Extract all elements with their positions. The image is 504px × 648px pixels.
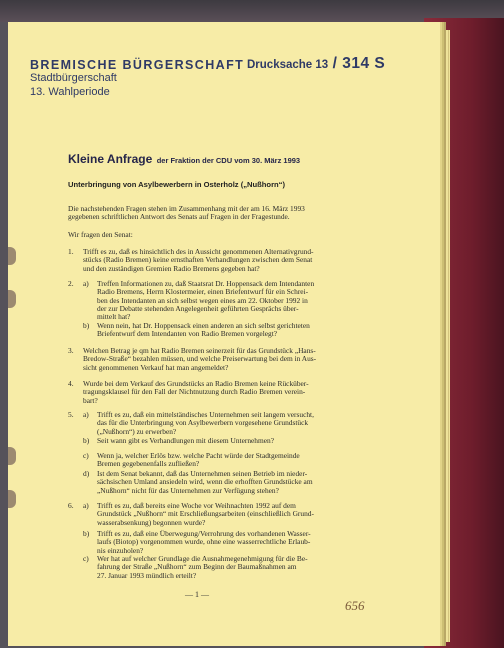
question-line: sicht genommenen Verkauf hat man angemeldet? [83,362,229,372]
question-number: 4. [68,379,74,388]
question-line: wasserabsenkung) begonnen wurde? [97,517,206,527]
question-line: mittelt hat? [97,312,131,322]
binder-ring-icon [8,247,16,265]
question-line: und den zuständigen Gremien Radio Bremens gegeben hat? [83,263,260,273]
question-line: Wenn ja, welcher Erlös bzw. welche Pacht würde der Stadtgemeinde [97,451,300,460]
drucksache-label: Drucksache 13 [247,59,329,71]
binder-ring-icon [8,447,16,465]
question-line: Wer hat auf welcher Grundlage die Ausnahmegenehmigung für die Be- [97,554,308,563]
question-sub-letter: d) [83,469,90,478]
question-line: Trifft es zu, daß eine Überwegung/Verrohrung des vorhandenen Wasser- [97,529,311,538]
question-line: Trifft es zu, daß bereits eine Woche vor Weihnachten 1992 auf dem [97,501,296,510]
question-line: Welchen Betrag je qm hat Radio Bremen seinerzeit für das Grundstück „Hans- [83,346,316,355]
question-line: 27. Januar 1993 mündlich erteilt? [97,570,197,580]
question-line: Trifft es zu, daß es hinsichtlich des in Aussicht genommenen Alternativgrund- [83,247,314,256]
question-line: Wurde bei dem Verkauf des Grundstücks an Radio Bremen keine Rücküber- [83,379,309,388]
question-text [97,452,393,469]
title-main: Kleine Anfrage [68,152,153,166]
question-sub-letter: b) [83,436,90,445]
question-line: Grundstück „Nußhorn“ mit Erschließungsarbeiten (einschließlich Grund- [97,509,314,519]
drucksache-value: / 314 S [332,55,386,72]
page-stack-edge [440,30,450,642]
question-line: Radio Bremens, Herrn Klostermeier, einen Briefentwurf für ein Schrei- [97,287,309,297]
question-line: der zur Debatte stehenden Angelegenheit geführten Gesprächs über- [97,303,299,313]
binder-ring-icon [8,290,16,308]
question-text [97,470,393,495]
question-line: tragungsklausel für den Fall der Nichtnutzung durch Radio Bremen verein- [83,387,306,397]
org-name: BREMISCHE BÜRGERSCHAFT [30,58,245,72]
question-line: Trifft es zu, daß ein mittelständisches Unternehmen seit langem versucht, [97,410,314,419]
document-title [68,150,300,168]
question-line: („Nußhorn“) zu erwerben? [97,426,177,436]
question-number: 6. [68,501,74,510]
question-line: bart? [83,395,98,405]
question-line: ben des Intendanten an sich selbst wegen eines am 22. Oktober 1992 in [97,295,308,305]
question-line: Briefentwurf dem Intendanten von Radio Bremen vorgelegt? [97,329,278,339]
question-line: Bremen gegebenenfalls zufließen? [97,459,200,469]
question-text [83,347,393,372]
intro-line: Die nachstehenden Fragen stehen im Zusammenhang mit der am 16. März 1993 [68,204,305,213]
question-number: 2. [68,279,74,288]
question-text [97,437,393,445]
handwritten-annotation: 656 [345,598,365,613]
question-line: fahrung der Straße „Nußhorn“ zum Beginn der Baumaßnahmen am [97,562,297,572]
question-line: Seit wann gibt es Verhandlungen mit diesem Unternehmen? [97,436,274,445]
legislative-period: 13. Wahlperiode [30,86,110,98]
question-number: 5. [68,410,74,419]
question-line: Bredow-Straße“ bezahlen müssen, und welche Preiserwartung bei dem in Aus- [83,354,317,364]
question-line: „Nußhorn“ nicht für das Unternehmen zur Verfügung stehen? [97,485,279,495]
question-text [97,280,393,321]
binder-ring-icon [8,490,16,508]
question-text [97,411,393,436]
question-text [97,322,393,339]
question-sub-letter: c) [83,554,89,563]
question-text [97,502,393,527]
question-sub-letter: a) [83,279,89,288]
question-line: laufs (Biotop) vorgenommen wurde, ohne eine wasserrechtliche Erlaub- [97,537,311,547]
intro-paragraph [68,205,393,222]
ask-line: Wir fragen den Senat: [68,230,133,239]
question-sub-letter: b) [83,321,90,330]
question-text [97,555,393,580]
question-text [83,248,393,273]
org-chamber: Stadtbürgerschaft [30,72,117,84]
question-line: Ist dem Senat bekannt, daß das Unternehmen seinen Betrieb im nieder- [97,469,308,478]
question-line: Wenn nein, hat Dr. Hoppensack einen anderen an sich selbst gerichteten [97,321,310,330]
document-subtitle: Unterbringung von Asylbewerbern in Osterholz („Nußhorn“) [68,180,285,189]
page-number: — 1 — [185,590,209,599]
question-sub-letter: a) [83,501,89,510]
drucksache-number [247,55,385,73]
question-line: sächsischen Umland ansiedeln wird, wenn die erhofften Grundstücke am [97,477,313,487]
question-line: nis einzuholen? [97,545,144,555]
title-detail: der Fraktion der CDU vom 30. März 1993 [156,156,301,165]
question-line: das für die Unterbringung von Asylbewerbern vorgesehene Grundstück [97,418,309,428]
question-text [97,530,393,555]
intro-line: gegebenen schriftlichen Antwort des Senats auf Fragen in der Fragestunde. [68,212,290,222]
question-sub-letter: c) [83,451,89,460]
question-text [83,380,393,405]
question-number: 1. [68,247,74,256]
question-line: Treffen Informationen zu, daß Staatsrat Dr. Hoppensack dem Intendanten [97,279,315,288]
question-sub-letter: a) [83,410,89,419]
question-number: 3. [68,346,74,355]
question-sub-letter: b) [83,529,90,538]
question-line: stücks (Radio Bremen) keine ernsthaften Verhandlungen zwischen dem Senat [83,255,313,265]
